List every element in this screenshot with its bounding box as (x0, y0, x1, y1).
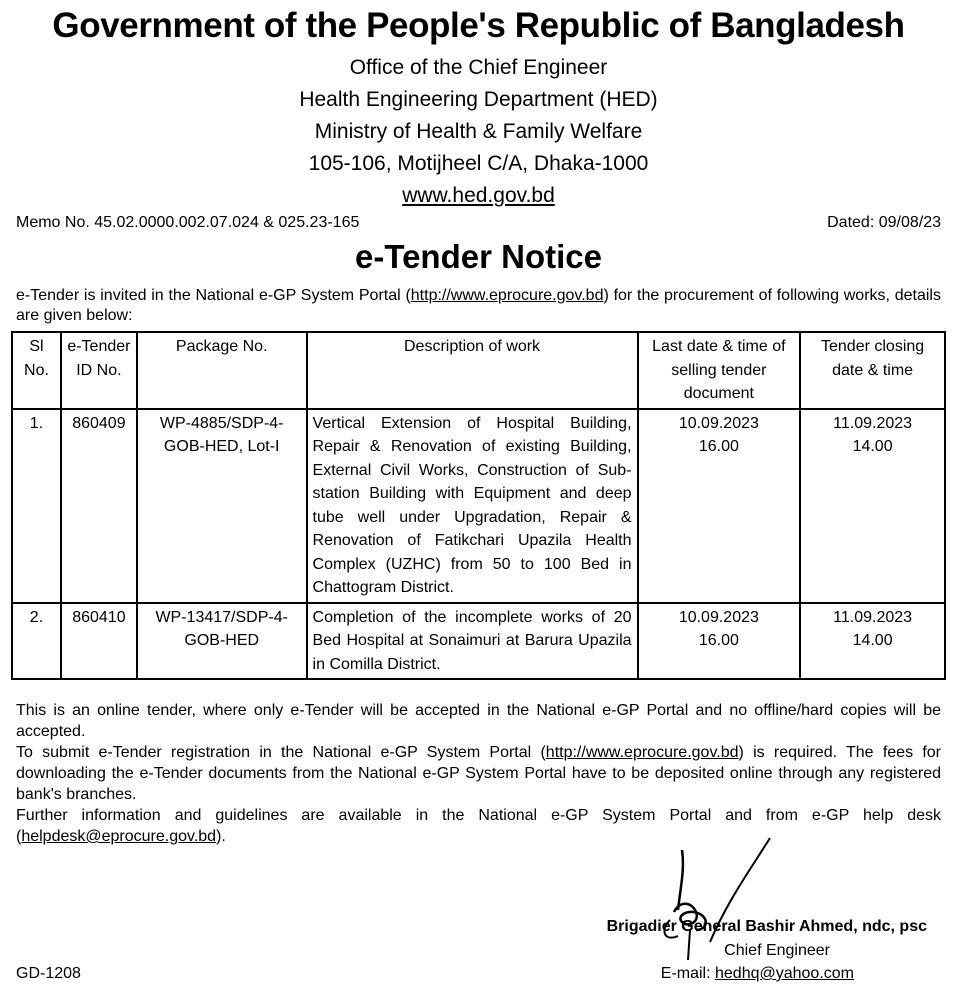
helpdesk-text-start: Further information and guidelines are available in the National e-GP System Portal and from e-GP help desk ( (16, 807, 941, 845)
website-link[interactable]: www.hed.gov.bd (402, 184, 555, 207)
closing-date-value: 11.09.2023 (833, 608, 913, 626)
memo-date: Dated: 09/08/23 (827, 214, 941, 231)
registration-text-end: ) is required. The fees for downloading the e-Tender documents from the National e-GP System Portal have to be deposited online through any registered bank's branches. (16, 744, 942, 803)
row-description: Completion of the incomplete works of 20 Bed Hospital at Sonaimuri at Barura Upazila in Comilla District. (307, 603, 638, 680)
eprocure-link[interactable]: http://www.eprocure.gov.bd (545, 744, 739, 761)
row-package: WP-4885/SDP-4-GOB-HED, Lot-I (137, 409, 307, 603)
table-header-row (12, 332, 945, 409)
row-closing (800, 409, 945, 603)
closing-time-value: 14.00 (852, 632, 893, 649)
intro-text-start: e-Tender is invited in the National e-GP System Portal ( (16, 287, 411, 304)
registration-text-start: To submit e-Tender registration in the National e-GP System Portal ( (16, 744, 546, 761)
signatory-email-link[interactable]: hedhq@yahoo.com (715, 965, 854, 982)
closing-time-value: 14.00 (852, 438, 893, 455)
instruction-helpdesk (16, 805, 941, 847)
signatory-email (661, 965, 854, 983)
row-last-date (638, 409, 801, 603)
header-package: Package No. (137, 332, 307, 409)
notice-title: e-Tender Notice (355, 238, 602, 275)
last-date-value: 10.09.2023 (678, 414, 759, 432)
office-address: 105-106, Motijheel C/A, Dhaka-1000 (308, 152, 649, 175)
row-tender-id: 860409 (61, 409, 137, 603)
row-closing (800, 603, 945, 680)
memo-number: Memo No. 45.02.0000.002.07.024 & 025.23-165 (16, 214, 360, 231)
closing-date-value: 11.09.2023 (833, 414, 913, 432)
instruction-registration (16, 742, 941, 805)
instruction-online-only: This is an online tender, where only e-Tender will be accepted in the National e-GP Portal and no offline/hard copies will be accepted. (16, 702, 941, 740)
department-name: Health Engineering Department (HED) (299, 88, 658, 111)
last-time-value: 16.00 (698, 438, 739, 455)
intro-text-end: ) for the procurement of following works, details are given below: (16, 287, 941, 324)
instructions (16, 700, 941, 847)
header-last-date: Last date & time of selling tender document (638, 332, 801, 409)
row-description: Vertical Extension of Hospital Building, Repair & Renovation of existing Building, External Civil Works, Construction of Sub-station Building with Equipment and deep tube well under Upgradation, Repair & Renovation of Fatikchari Upazila Health Complex (UZHC) from 50 to 100 Bed in Chattogram District. (307, 409, 638, 603)
government-title: Government of the People's Republic of Bangladesh (52, 6, 905, 45)
ministry-name: Ministry of Health & Family Welfare (314, 120, 643, 143)
eprocure-link[interactable]: http://www.eprocure.gov.bd (410, 287, 604, 304)
last-date-value: 10.09.2023 (678, 608, 759, 626)
signatory-role: Chief Engineer (724, 942, 830, 959)
header-closing: Tender closing date & time (800, 332, 945, 409)
office-name: Office of the Chief Engineer (349, 56, 608, 79)
row-sl: 1. (12, 409, 61, 603)
helpdesk-text-end: ). (216, 828, 226, 845)
header-sl: Sl No. (12, 332, 61, 409)
signatory-name: Brigadier General Bashir Ahmed, ndc, psc (606, 918, 927, 935)
gd-code: GD-1208 (16, 965, 81, 982)
header-description: Description of work (307, 332, 638, 409)
helpdesk-email-link[interactable]: helpdesk@eprocure.gov.bd (21, 828, 217, 845)
table-row (12, 409, 945, 603)
row-sl: 2. (12, 603, 61, 680)
row-tender-id: 860410 (61, 603, 137, 680)
row-package: WP-13417/SDP-4-GOB-HED (137, 603, 307, 680)
header-tender-id: e-Tender ID No. (61, 332, 137, 409)
tender-table (11, 331, 946, 680)
last-time-value: 16.00 (698, 632, 739, 649)
email-label: E-mail: (660, 965, 715, 982)
intro-paragraph (16, 286, 941, 326)
row-last-date (638, 603, 801, 680)
table-row (12, 603, 945, 680)
memo-row (16, 214, 941, 232)
